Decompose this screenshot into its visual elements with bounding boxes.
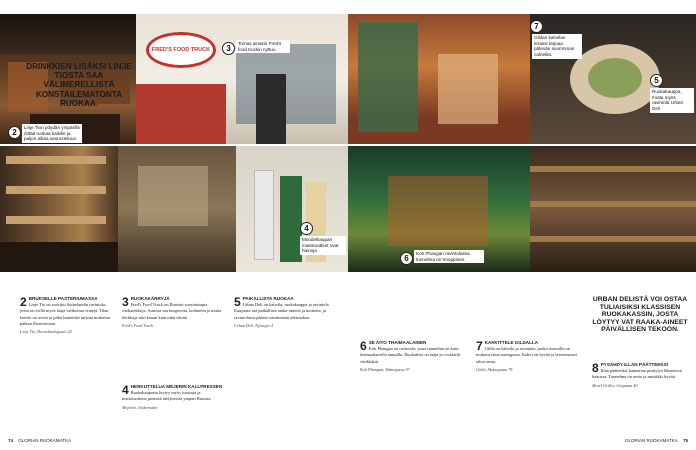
- section-8: 8 PYSÄHDY ILLAN PÄÄTTEEKSI Illan päätteeksi kannattaa pistäytyä läheisessä baarissa. Tunnelma on rento ja musiikki hyvää. Morel Griller, Götgatan 40: [592, 362, 688, 388]
- photo-gilda-terrace: [348, 14, 530, 144]
- footer-label-right: GLORIAN RUOKAMATKA: [625, 438, 678, 443]
- section-8-text: Illan päätteeksi kannattaa pistäytyä läheisessä baarissa. Tunnelma on rento ja musiikki hyvää.: [592, 368, 682, 380]
- badge-2: 2: [8, 126, 21, 139]
- footer-right: [625, 438, 688, 443]
- section-4: 4 HERKUTTELUA MEJERIN KALLPRESSEN Ruokakaupasta löytyy myös juustoja ja maitotuotteita pienistä meijereistä ympäri Ruotsia. Mejeriet, Södermalm: [122, 384, 226, 410]
- badge-4: 4: [300, 222, 313, 235]
- section-7-title: KAHVITTELE GILDALLA: [484, 340, 539, 345]
- caption-food-truck: Tomas ainakin Fred's food truckin nyttuu: [236, 40, 290, 53]
- section-7-address: Gilda, Skånegatan 79: [476, 366, 513, 372]
- footer-label-left: GLORIAN RUOKAMATKA: [18, 438, 71, 443]
- photo-bar-shelves: [530, 146, 696, 272]
- section-2-title: BRUKSELLE PASTERIUMASSA: [28, 296, 98, 301]
- section-6-address: Koh Phangan, Skånegatan 57: [360, 366, 411, 372]
- section-5: 5 PAIKALLISTA RUOKAA Urban Deli on kahvila, ruokakauppa ja ravintola. Kaupasta saa paikallisia raaka-aineita ja tuotteita, ja ravintolassa pääsee nauttimaan arkiruokaa. Urban Deli, Nytorget 4: [234, 296, 338, 329]
- caption-gilda: Gildan kahvilan terassi tarjoaa pätevän suurimman cafeelliä.: [532, 34, 582, 59]
- badge-3: 3: [222, 42, 235, 55]
- headline-linje-tio: DRINKKIEN LISÄKSI LINJE TIOSTA SAA VÄLIMERELLISTÄ KONSTAILEMATONTA RUOKAA.: [26, 62, 132, 108]
- section-4-text: Ruokakaupasta löytyy myös juustoja ja maitotuotteita pienistä meijereistä ympäri Ruotsia.: [122, 390, 212, 402]
- caption-urban-deli: Ruokakauppa, mutta myös ravintola Urban Deli: [650, 88, 694, 113]
- section-7-text: Gilda on kahvila ja ravintola, jonka terassilla on mukava istua auringossa. Kahvi on hyvää ja leivonnaiset talon omia.: [476, 346, 577, 364]
- section-2-text: Linje Tio on suosittu Söderlandin ravintola, jossa on esillä myös laaja valikoima viinejä. Tilan keittiö on avoin ja pitkä baaritiski tarjoaa mukavan paikan illanviettoon.: [20, 302, 111, 326]
- badge-6: 6: [400, 252, 413, 265]
- section-3-address: Fred's Food Truck: [122, 322, 153, 328]
- caption-dairy: Moodelkaupan maitotuotteet ovat hienoja: [300, 236, 346, 255]
- badge-5: 5: [650, 74, 663, 87]
- caption-linje-tio: Linje Tion pöydän ympärillä riittää ruokaa kaikille ja paljon aikaa seurusteluun.: [22, 124, 82, 143]
- section-2-address: Linje Tio, Hornsbruksgatan 24: [20, 328, 72, 334]
- headline-urban-deli: URBAN DELISTÄ VOI OSTAA TULIAISIKSI KLASSISEN RUOKAKASSIN, JOSTA LÖYTYY VAT RAAKA-AINEET PÄIVÄLLISEN TEKOON.: [592, 296, 688, 334]
- section-4-title: HERKUTTELUA MEJERIN KALLPRESSEN: [130, 384, 223, 389]
- section-8-address: Morel Griller, Götgatan 40: [592, 382, 638, 388]
- section-3: 3 RUOKAKÄRRYJÄ Fred's Food Truck on Ruotsin suosituimpia ruokarekkoja. Autosta saa burgereita, hodareita ja muita herkkuja niin kauan kuin niitä riittää. Fred's Food Truck: [122, 296, 226, 329]
- section-6: 6 SE AITO THAIMAALAINEN Koh Phangan on ravintola, jossa tunnelma on kuin thaimaalaisella rannalla. Ruokalista on laaja ja cocktailit värikkäitä. Koh Phangan, Skånegatan 57: [360, 340, 464, 373]
- section-5-title: PAIKALLISTA RUOKAA: [242, 296, 294, 301]
- footer-left: [8, 438, 71, 443]
- section-2: 2 BRUKSELLE PASTERIUMASSA Linje Tio on suosittu Söderlandin ravintola, jossa on esillä myös laaja valikoima viinejä. Tilan keittiö on avoin ja pitkä baaritiski tarjoaa mukavan paikan illanviettoon. Linje Tio, Hornsbruksgatan 24: [20, 296, 116, 335]
- section-4-address: Mejeriet, Södermalm: [122, 404, 158, 410]
- section-3-text: Fred's Food Truck on Ruotsin suosituimpia ruokarekkoja. Autosta saa burgereita, hodareita ja muita herkkuja niin kauan kuin niitä riittää.: [122, 302, 222, 320]
- section-6-title: SE AITO THAIMAALAINEN: [368, 340, 427, 345]
- photo-deli-shelves: [0, 146, 118, 272]
- badge-7: 7: [530, 20, 543, 33]
- page-number-left: 74: [8, 438, 14, 443]
- photo-food-truck: [136, 14, 348, 144]
- section-7: 7 KAHVITTELE GILDALLA Gilda on kahvila ja ravintola, jonka terassilla on mukava istua auringossa. Kahvi on hyvää ja leivonnaiset talon omia. Gilda, Skånegatan 79: [476, 340, 580, 373]
- food-truck-sign-text: FRED'S FOOD TRUCK: [151, 46, 211, 53]
- page-number-right: 75: [682, 438, 688, 443]
- section-5-address: Urban Deli, Nytorget 4: [234, 322, 273, 328]
- section-3-title: RUOKAKÄRRYJÄ: [130, 296, 170, 301]
- section-8-title: PYSÄHDY ILLAN PÄÄTTEEKSI: [600, 362, 668, 367]
- section-5-text: Urban Deli on kahvila, ruokakauppa ja ravintola. Kaupasta saa paikallisia raaka-aineita ja tuotteita, ja ravintolassa pääsee nauttimaan arkiruokaa.: [234, 302, 330, 320]
- photo-kitchen: [118, 146, 236, 272]
- food-truck-sign: [146, 32, 216, 68]
- caption-koh-phangan: Koh Phangan ravintolassa tunnelma on trooppinen.: [414, 250, 484, 263]
- section-6-text: Koh Phangan on ravintola, jossa tunnelma on kuin thaimaalaisella rannalla. Ruokalista on laaja ja cocktailit värikkäitä.: [360, 346, 461, 364]
